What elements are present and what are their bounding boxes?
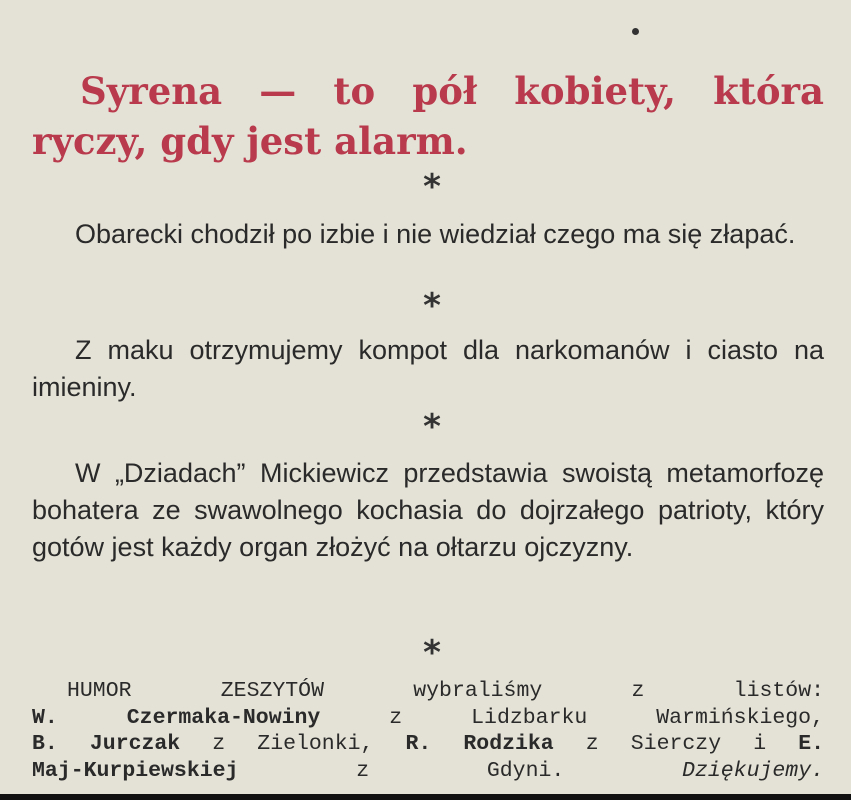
joke-paragraph (32, 332, 824, 406)
credits-line (32, 705, 824, 732)
joke-paragraph: Obarecki chodził po izbie i nie wiedział czego ma się złapać. (75, 219, 796, 249)
headline-joke: Syrena — to pół kobiety, która ryczy, gdy jest alarm. (32, 69, 824, 163)
thanks-text: Dziękujemy. (682, 758, 825, 783)
contributor-name: R. Rodzika (405, 732, 554, 756)
joke-text: Z maku otrzymujemy kompot dla narkomanów i ciasto na imieniny. (32, 335, 824, 402)
credits-line (32, 758, 824, 785)
asterisk-separator: * (423, 407, 441, 447)
credits-block (32, 678, 824, 784)
asterisk-separator: * (423, 286, 441, 326)
credits-line (32, 731, 824, 758)
contributor-initial: E. (798, 732, 824, 756)
contributor-place: z Lidzbarku Warmińskiego, (320, 705, 824, 730)
contributor-name: Maj-Kurpiewskiej (32, 758, 239, 783)
scan-border (0, 794, 851, 800)
credits-intro: HUMOR ZESZYTÓW wybraliśmy z listów: (67, 679, 824, 703)
print-speck (632, 28, 639, 35)
contributor-name: W. Czermaka-Nowiny (32, 705, 321, 730)
contributor-name: B. Jurczak (32, 732, 181, 756)
contributor-place: z Zielonki, (180, 732, 406, 756)
contributor-place: z Gdyni. (238, 758, 565, 783)
contributor-place: z Sierczy i (553, 732, 799, 756)
asterisk-separator: * (423, 633, 441, 673)
asterisk-separator: * (423, 167, 441, 207)
joke-paragraph: W „Dziadach” Mickiewicz przedstawia swoistą metamorfozę bohatera ze swawolnego kochasia do dojrzałego patrioty, który gotów jest każdy organ złożyć na ołtarzu ojczyzny. (32, 458, 824, 562)
